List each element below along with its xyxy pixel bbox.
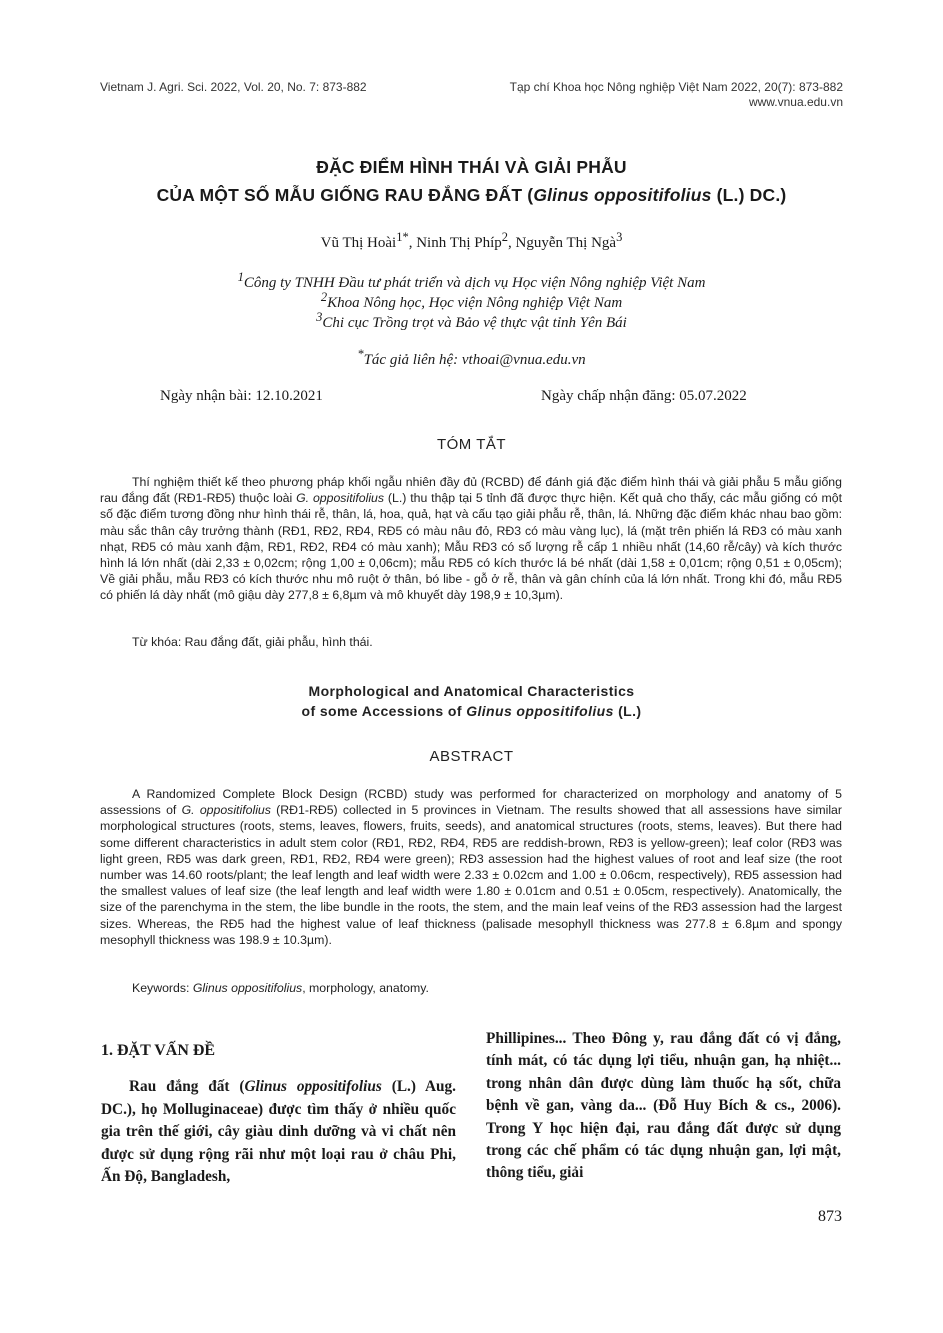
english-title-text: (L.) [613, 703, 642, 719]
author-list: Vũ Thị Hoài$^{1*}$, Ninh Thị Phíp$^2$, Nguyễn Thị Ngà$^3$ [320, 230, 623, 251]
abstract-text: (RĐ1-RĐ5) collected in 5 provinces in Vietnam. The results showed that all assessions have similar morphological structures (roots, stems, leaves, flowers, fruits, seeds), and anatomical structures (roots, stems, leaves). But there had some different characteristics in adult stem color (RĐ1, RĐ2, RĐ4, RĐ5 are reddish-brown, RĐ3 is yellow-green); leaf color (RĐ3 was light green, RĐ5 was dark green, RĐ1, RĐ2, RĐ4 were green); RĐ3 assession had the highest values of root and leaf size (the root number was 14.60 roots/plant; the leaf length and leaf width were 2.33 ± 0.02cm and 1.00 ± 0.06cm, respectively), RĐ5 assession had the smallest values of leaf size (the leaf length and leaf width were 1.80 ± 0.01cm and 0.51 ± 0.05cm, respectively). Anatomically, the size of the parenchyma in the stem, the libe bundle in the roots, the stem, and the main leaf veins of the RĐ3 assession had the largest sizes. Whereas, the RĐ5 had the highest value of leaf thickness (palisade mesophyll thickness was 277.8 ± 6.8µm and spongy mesophyll thickness was 198.9 ± 10.3µm). [100, 803, 842, 947]
tomtat-heading: TÓM TẮT [436, 436, 507, 453]
body-column-right [486, 1028, 841, 1185]
abstract-keywords [132, 981, 429, 995]
keywords-label: Keywords: [132, 981, 193, 995]
page-number: 873 [818, 1208, 842, 1225]
keywords-species: Glinus oppositifolius [192, 981, 303, 995]
affiliation-number: 3 [316, 310, 323, 324]
author-affiliation-mark: 2 [501, 230, 509, 244]
abstract-body [100, 786, 842, 948]
abstract-text: A Randomized Complete Block Design (RCBD) study was performed for characterized on morphology and anatomy of 5 assessions of [100, 787, 842, 818]
body-paragraph: Phillipines... Theo Đông y, rau đắng đất có vị đắng, tính mát, có tác dụng lợi tiểu, nhuận gan, hạ nhiệt... trong nhân dân được dùng làm thuốc hạ sốt, chữa bệnh về gan, vàng da... (Đỗ Huy Bích & cs., 2006). Trong Y học hiện đại, rau đắng đất được sử dụng trong các chế phẩm có tác dụng nhuận gan, lợi mật, thông tiểu, giải [486, 1030, 841, 1182]
affiliation-number: 1 [237, 270, 244, 284]
keywords-text: , morphology, anatomy. [302, 981, 429, 995]
corresponding-email: Tác giả liên hệ: vthoai@vnua.edu.vn [363, 352, 586, 368]
journal-header-left: Vietnam J. Agri. Sci. 2022, Vol. 20, No. 7: 873-882 [100, 80, 367, 94]
author-name: Nguyễn Thị Ngà [515, 235, 617, 251]
affiliation-text: Công ty TNHH Đầu tư phát triển và dịch vụ Học viện Nông nghiệp Việt Nam [243, 275, 706, 291]
journal-header-right [510, 80, 843, 110]
english-title-line2 [60, 701, 883, 721]
article-title-line2 [60, 185, 883, 206]
tomtat-text: (L.) thu thập tại 5 tỉnh đã được thực hiện. Kết quả cho thấy, các mẫu giống có một số đặc điểm tương đồng như hình thái rễ, thân, lá, hoa, quả, hạt và cấu tạo giải phẫu rễ, thân, lá. Những đặc điểm khác nhau bao gồm: màu sắc thân cây trưởng thành (RĐ1, RĐ2, RĐ4, RĐ5 có màu nâu đỏ, RĐ3 có màu vàng lục), lá (mặt trên phiến lá RĐ3 có màu xanh nhạt, RĐ5 có màu xanh đậm, RĐ1, RĐ2, RĐ4 có màu xanh); Mẫu RĐ3 có số lượng rễ cấp 1 nhiều nhất (14,60 rễ/cây) và kích thước hình lá lớn nhất (dài 2,33 ± 0,02cm; rộng 1,00 ± 0,06cm); mẫu RĐ5 có kích thước lá bé nhất (dài 1,58 ± 0,01cm; rộng 0,51 ± 0,05cm); Về giải phẫu, mẫu RĐ3 có kích thước nhu mô ruột ở thân, bó libe - gỗ ở rễ, thân và gân chính của lá lớn nhất. Trong khi đó, mẫu RĐ5 có phiến lá dày nhất (mô giậu dày 277,8 ± 6,8µm và mô khuyết dày 198,9 ± 10,3µm). [100, 491, 842, 603]
article-title-line1: ĐẶC ĐIỂM HÌNH THÁI VÀ GIẢI PHẪU [316, 157, 627, 177]
body-species: Glinus oppositifolius [244, 1078, 382, 1096]
tomtat-text: Thí nghiệm thiết kế theo phương pháp khối ngẫu nhiên đầy đủ (RCBD) để đánh giá đặc điểm hình thái và giải phẫu 5 mẫu giống rau đắng đất (RĐ1-RĐ5) thuộc loài [100, 475, 842, 506]
author-name: Vũ Thị Hoài [320, 235, 397, 251]
tomtat-body [100, 474, 842, 604]
title-species-name: Glinus oppositifolius [533, 185, 712, 205]
body-column-left [101, 1040, 456, 1188]
journal-header-vn: Tạp chí Khoa học Nông nghiệp Việt Nam 2022, 20(7): 873-882 [509, 80, 843, 94]
accepted-date: Ngày chấp nhận đăng: 05.07.2022 [541, 388, 747, 404]
author-name: Ninh Thị Phíp [416, 235, 502, 251]
tomtat-keywords: Từ khóa: Rau đắng đất, giải phẫu, hình thái. [132, 635, 373, 649]
abstract-species: G. oppositifolius [181, 803, 271, 818]
title-text-pre: CỦA MỘT SỐ MẪU GIỐNG RAU ĐẮNG ĐẤT ( [156, 185, 534, 205]
english-title-line1: Morphological and Anatomical Characteristics [308, 683, 635, 699]
affiliation-text: Khoa Nông học, Học viện Nông nghiệp Việt Nam [327, 295, 623, 311]
corresponding-mark: * [357, 347, 364, 361]
author-affiliation-mark: 1* [396, 230, 409, 244]
author-affiliation-mark: 3 [616, 230, 623, 244]
title-text-post: (L.) DC.) [711, 185, 787, 205]
affiliation-3 [60, 310, 883, 332]
body-paragraph [101, 1076, 456, 1188]
section-heading: 1. ĐẶT VẤN ĐỀ [101, 1042, 216, 1059]
journal-website: www.vnua.edu.vn [748, 95, 843, 109]
corresponding-author [60, 347, 883, 369]
affiliation-text: Chi cục Trồng trọt và Bảo vệ thực vật tỉnh Yên Bái [322, 315, 627, 331]
body-text: (L.) Aug. DC.), họ Molluginaceae) được tìm thấy ở nhiều quốc gia trên thế giới, cây giàu dinh dưỡng và vi chất nên được sử dụng rộng rãi như một loại rau ở châu Phi, Ấn Độ, Bangladesh, [101, 1078, 456, 1186]
tomtat-species: G. oppositifolius [296, 491, 385, 506]
affiliation-1 [60, 270, 883, 292]
body-text: Rau đắng đất ( [129, 1078, 245, 1096]
received-date: Ngày nhận bài: 12.10.2021 [160, 388, 323, 404]
abstract-heading: ABSTRACT [429, 748, 514, 765]
english-title-species: Glinus oppositifolius [466, 703, 614, 719]
affiliation-2 [60, 290, 883, 312]
english-title-text: of some Accessions of [301, 703, 467, 719]
affiliation-number: 2 [320, 290, 328, 304]
